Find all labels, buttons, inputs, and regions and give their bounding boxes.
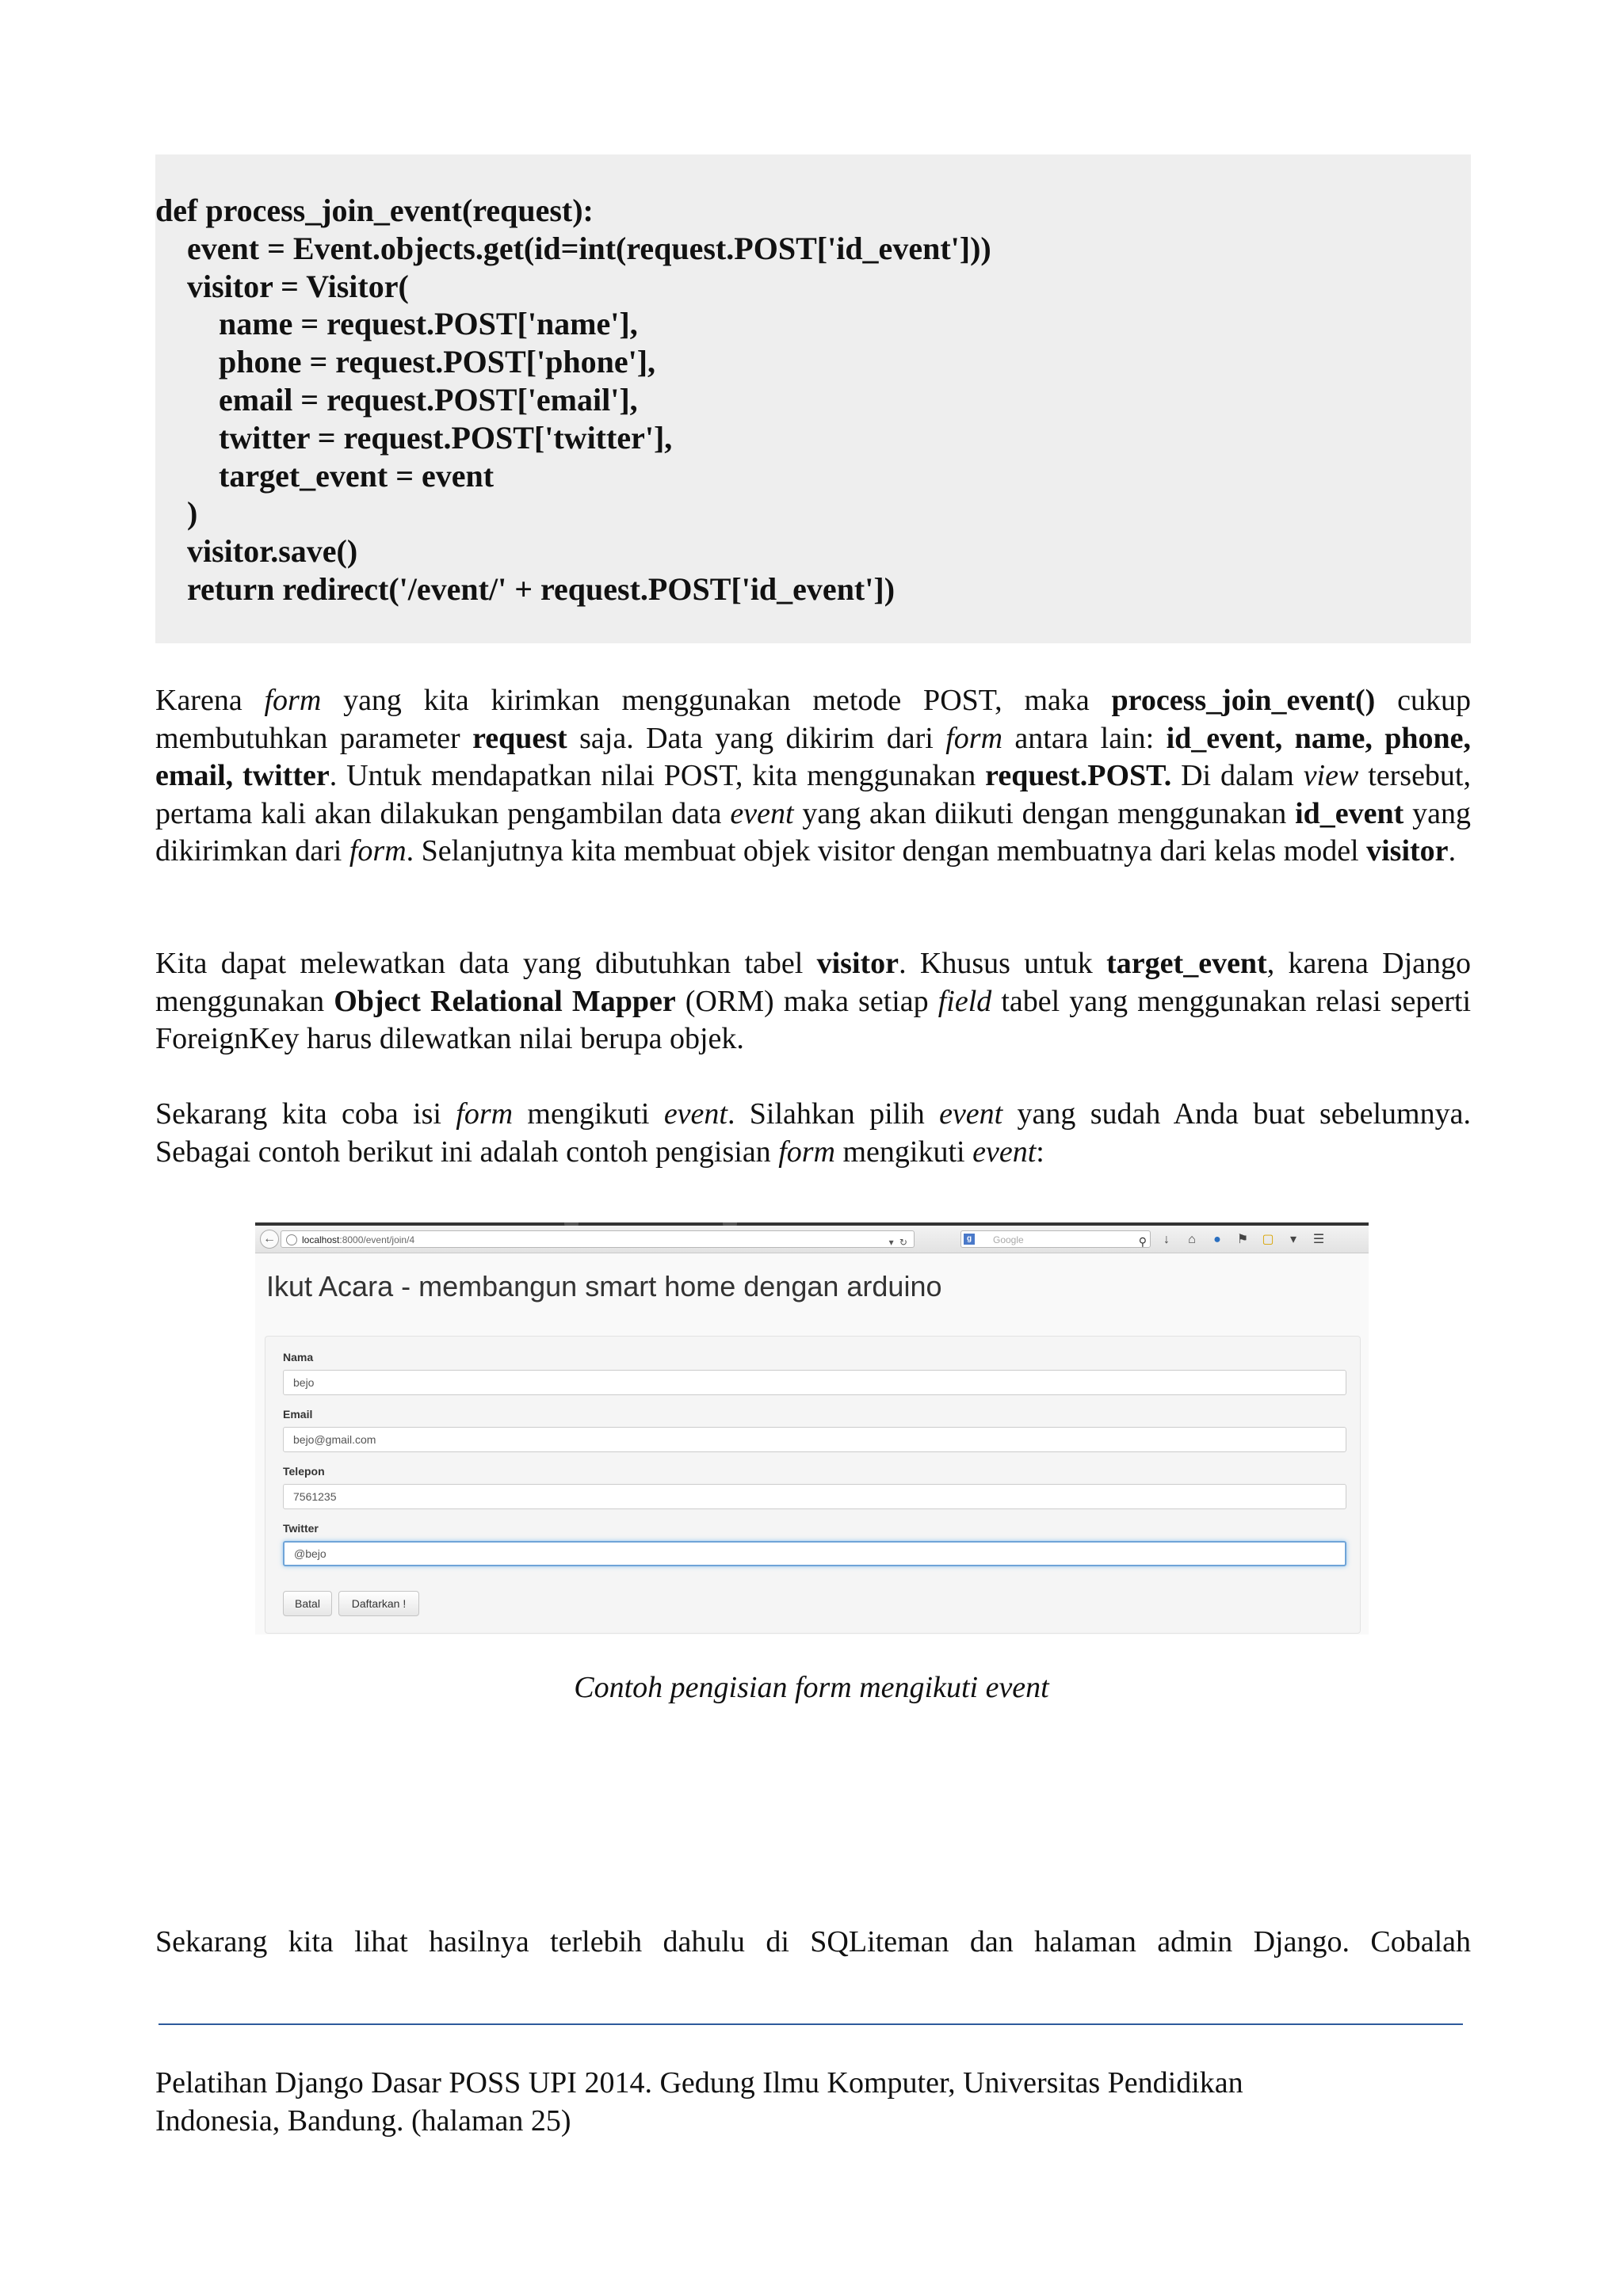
search-icon[interactable]: ⚲ xyxy=(1138,1235,1147,1248)
search-input[interactable] xyxy=(960,1230,1151,1248)
phone-field[interactable]: 7561235 xyxy=(283,1484,1346,1509)
code-line: name = request.POST['name'], xyxy=(155,306,638,342)
globe-icon xyxy=(286,1234,297,1245)
footer-divider xyxy=(158,2023,1463,2025)
paragraph-try-form: Sekarang kita coba isi form mengikuti event. Silahkan pilih event yang sudah Anda buat sebelumnya. Sebagai contoh berikut ini adalah contoh pengisian form mengikuti event: xyxy=(155,1097,1471,1169)
footer-line: Pelatihan Django Dasar POSS UPI 2014. Gedung Ilmu Komputer, Universitas Pendidikan xyxy=(155,2066,1243,2100)
home-icon[interactable]: ⌂ xyxy=(1188,1233,1196,1246)
submit-button[interactable]: Daftarkan ! xyxy=(338,1591,419,1616)
back-arrow-icon[interactable]: ← xyxy=(260,1230,279,1249)
phone-label: Telepon xyxy=(283,1465,325,1478)
form-screenshot-figure xyxy=(255,1222,1369,1634)
twitter-field[interactable]: @bejo xyxy=(283,1541,1346,1566)
dropdown-icon[interactable]: ▾ xyxy=(1289,1233,1297,1246)
code-line: twitter = request.POST['twitter'], xyxy=(155,419,673,456)
paragraph-sqliteman: Sekarang kita lihat hasilnya terlebih dahulu di SQLiteman dan halaman admin Django. Cobalah xyxy=(155,1925,1471,1958)
url-path: :8000/event/join/4 xyxy=(339,1234,415,1245)
code-line: visitor.save() xyxy=(155,533,358,570)
footer-line: Indonesia, Bandung. (halaman 25) xyxy=(155,2103,571,2138)
email-field[interactable]: bejo@gmail.com xyxy=(283,1427,1346,1452)
sync-icon[interactable]: ● xyxy=(1213,1233,1221,1246)
folder-icon[interactable]: ▢ xyxy=(1262,1233,1274,1246)
url-host: localhost xyxy=(302,1234,340,1245)
code-line: email = request.POST['email'], xyxy=(155,381,638,418)
code-line: visitor = Visitor( xyxy=(155,268,409,304)
search-placeholder: Google xyxy=(993,1234,1024,1245)
twitter-label: Twitter xyxy=(283,1522,319,1535)
address-bar[interactable] xyxy=(281,1230,915,1248)
code-line: target_event = event xyxy=(155,457,495,494)
browser-toolbar xyxy=(255,1226,1369,1253)
paragraph-explanation: Karena form yang kita kirimkan menggunakan metode POST, maka process_join_event() cukup membutuhkan parameter request saja. Data yang dikirim dari form antara lain: id_event, name, phone, email, twitter. Untuk mendapatkan nilai POST, kita menggunakan request.POST. Di dalam view tersebut, pertama kali akan dilakukan pengambilan data event yang akan diikuti dengan menggunakan id_event yang dikirimkan dari form. Selanjutnya kita membuat objek visitor dengan membuatnya dari kelas model visitor. xyxy=(155,684,1472,868)
paragraph-orm: Kita dapat melewatkan data yang dibutuhkan tabel visitor. Khusus untuk target_event, karena Django menggunakan Object Relational Mapper (ORM) maka setiap field tabel yang menggunakan relasi seperti ForeignKey harus dilewatkan nilai berupa objek. xyxy=(155,947,1472,1055)
download-icon[interactable]: ↓ xyxy=(1163,1233,1170,1246)
email-label: Email xyxy=(283,1408,313,1421)
bookmark-icon[interactable]: ⚑ xyxy=(1236,1233,1249,1246)
reload-icon[interactable]: ▾ ↻ xyxy=(888,1237,909,1248)
code-line: phone = request.POST['phone'], xyxy=(155,344,656,380)
name-label: Nama xyxy=(283,1351,314,1363)
code-line: return redirect('/event/' + request.POST['id_event']) xyxy=(155,570,896,607)
menu-icon[interactable]: ☰ xyxy=(1312,1233,1325,1246)
name-field[interactable]: bejo xyxy=(283,1370,1346,1395)
code-block xyxy=(155,154,1471,643)
code-line: def process_join_event(request): xyxy=(155,193,594,228)
figure-caption: Contoh pengisian form mengikuti event xyxy=(574,1671,1049,1704)
page-title: Ikut Acara - membangun smart home dengan arduino xyxy=(266,1270,942,1302)
cancel-button[interactable]: Batal xyxy=(283,1591,332,1616)
join-event-form xyxy=(265,1336,1361,1634)
code-line: event = Event.objects.get(id=int(request.POST['id_event'])) xyxy=(155,230,991,266)
page-footer xyxy=(155,2065,1503,2140)
search-engine-icon[interactable]: g xyxy=(964,1234,975,1245)
code-line: ) xyxy=(155,495,198,532)
